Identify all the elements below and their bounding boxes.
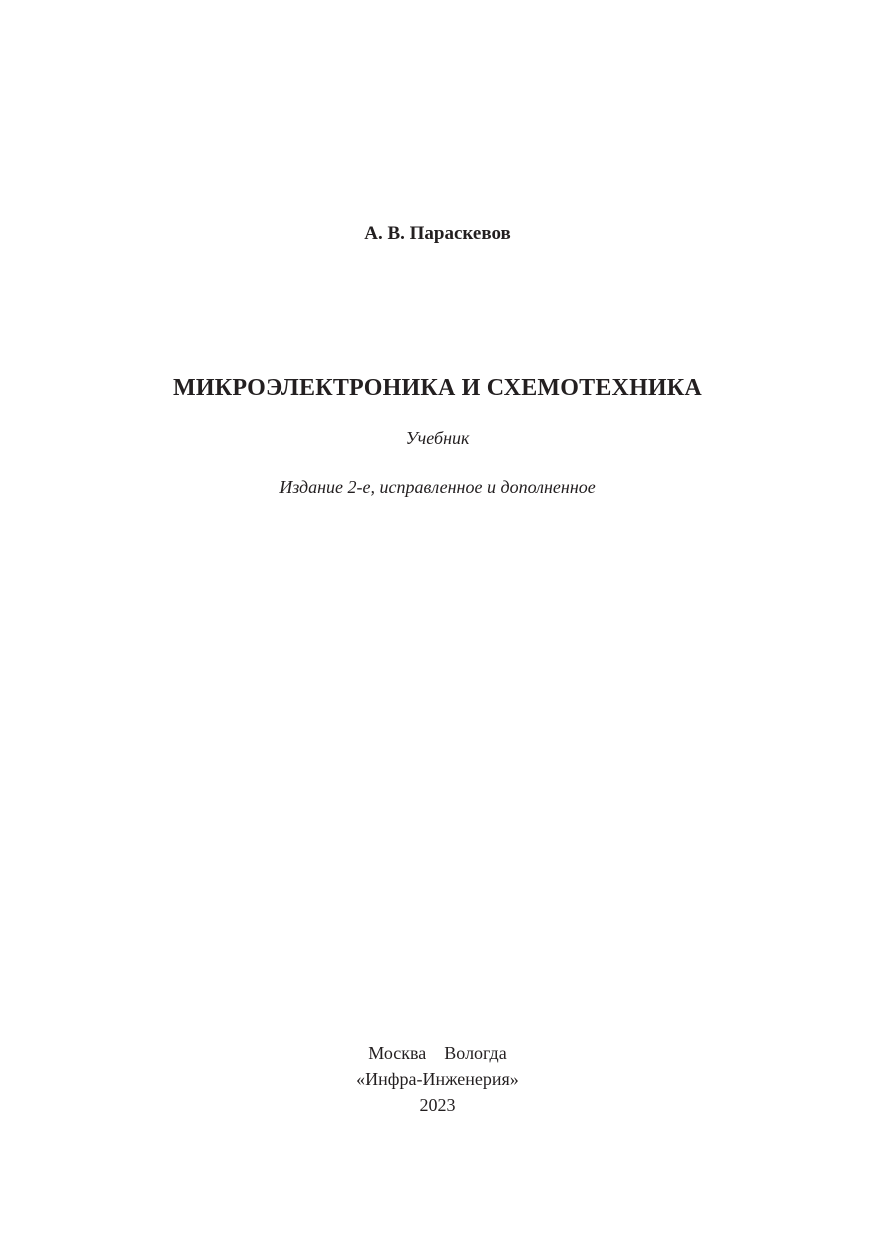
city-moscow: Москва (368, 1043, 427, 1063)
city-vologda: Вологда (444, 1043, 507, 1063)
author-name: А. В. Параскевов (364, 223, 511, 244)
publication-cities (0, 1040, 875, 1066)
publisher-name: «Инфра-Инженерия» (356, 1069, 519, 1089)
edition-note: Издание 2-е, исправленное и дополненное (279, 477, 596, 497)
book-title: МИКРОЭЛЕКТРОНИКА И СХЕМОТЕХНИКА (173, 375, 702, 401)
imprint (0, 1040, 875, 1118)
book-type: Учебник (405, 428, 470, 448)
publication-year: 2023 (419, 1095, 456, 1115)
